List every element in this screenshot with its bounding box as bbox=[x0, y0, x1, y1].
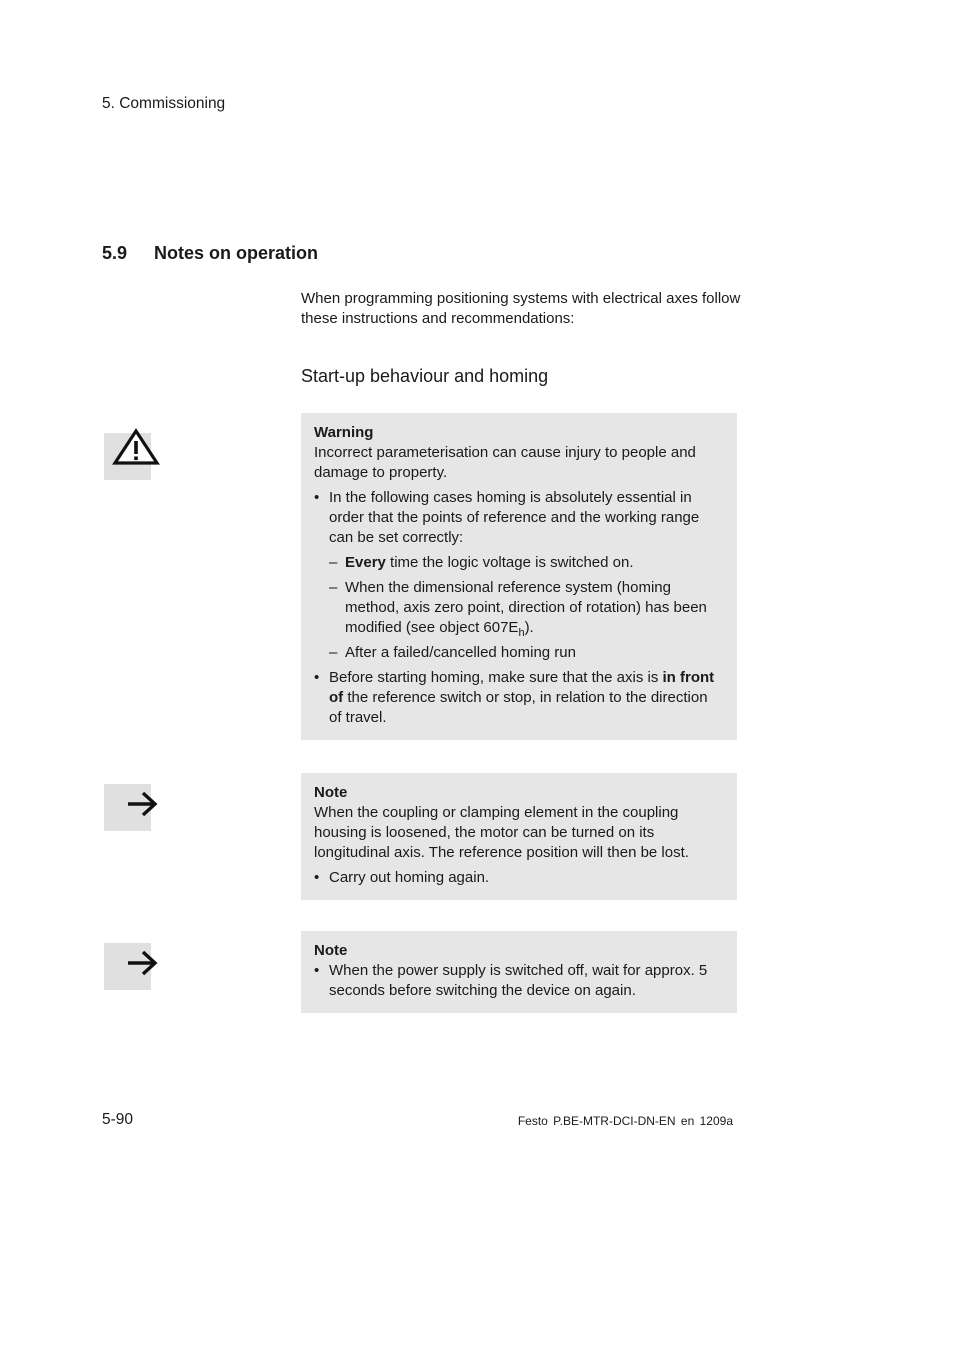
bold-text: in front of bbox=[329, 669, 715, 706]
section-title: Notes on operation bbox=[154, 243, 319, 263]
page-number: 5-90 bbox=[102, 1111, 134, 1128]
note-icon-tile bbox=[104, 943, 151, 990]
warning-text: Incorrect parameterisation can cause injury to people and damage to property. bbox=[314, 444, 696, 481]
subscript: h bbox=[518, 627, 525, 639]
note-icon-tile bbox=[104, 784, 151, 831]
note-text: When the coupling or clamping element in the coupling housing is loosened, the motor can be turned on its longitudinal axis. The reference position will then be lost. bbox=[314, 804, 689, 861]
note-title: Note bbox=[314, 942, 348, 959]
warning-triangle-icon bbox=[113, 429, 159, 465]
dash-text: After a failed/cancelled homing run bbox=[345, 644, 576, 661]
warning-bullet bbox=[314, 488, 724, 663]
arrow-right-icon bbox=[126, 790, 160, 818]
warning-bullet-text: In the following cases homing is absolutely essential in order that the points of reference and the working range can be set correctly: bbox=[329, 489, 700, 546]
running-header: 5. Commissioning bbox=[102, 95, 226, 112]
subheading: Start-up behaviour and homing bbox=[301, 366, 549, 386]
document-reference: Festo P.BE-MTR-DCI-DN-EN en 1209a bbox=[517, 1114, 733, 1128]
note-box bbox=[301, 773, 737, 900]
bold-text: Every bbox=[345, 554, 386, 571]
dash-text: When the dimensional reference system (homing method, axis zero point, direction of rotation) has been modified (see object 607E bbox=[345, 579, 707, 636]
warning-dash-item bbox=[329, 578, 724, 638]
intro-paragraph: When programming positioning systems with electrical axes follow these instructions and recommendations: bbox=[301, 290, 741, 327]
warning-box bbox=[301, 413, 737, 740]
warning-bullet bbox=[314, 668, 724, 728]
section-number: 5.9 bbox=[102, 243, 128, 263]
warning-icon-tile bbox=[104, 433, 151, 480]
note-bullet: • When the power supply is switched off, wait for approx. 5 seconds before switching the device on again. bbox=[314, 961, 724, 1001]
note-title: Note bbox=[314, 784, 348, 801]
warning-dash-item bbox=[329, 643, 724, 663]
dash-text-end: ). bbox=[524, 619, 534, 636]
warning-title: Warning bbox=[314, 424, 374, 441]
dash-text: time the logic voltage is switched on. bbox=[385, 554, 634, 571]
warning-dash-item bbox=[329, 553, 724, 573]
note-bullet: • Carry out homing again. bbox=[314, 868, 724, 888]
note-box bbox=[301, 931, 737, 1013]
arrow-right-icon bbox=[126, 949, 160, 977]
bullet-text: the reference switch or stop, in relation to the direction of travel. bbox=[329, 689, 708, 726]
section-heading bbox=[102, 243, 318, 264]
bullet-text: Before starting homing, make sure that the axis is bbox=[329, 669, 663, 686]
